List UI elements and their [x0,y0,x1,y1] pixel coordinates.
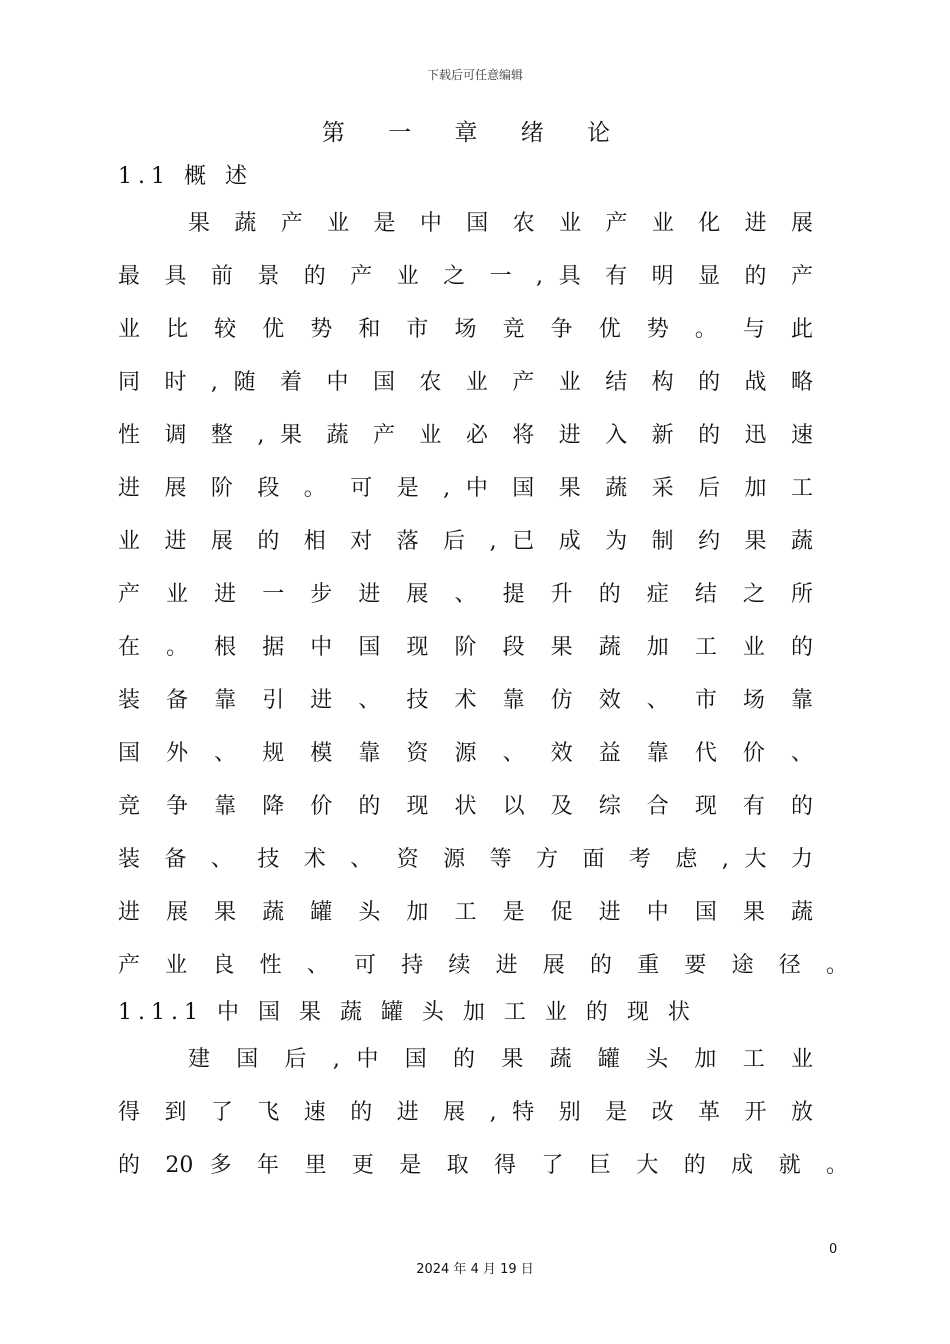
subsection-heading: 1.1.1 中 国 果 蔬 罐 头 加 工 业 的 现 状 [118,1000,696,1025]
paragraph-line: 装 备 靠 引 进 、 技 术 靠 仿 效 、 市 场 靠 [118,688,813,713]
paragraph-line: 同 时 , 随 着 中 国 农 业 产 业 结 构 的 战 略 [118,370,813,395]
paragraph-line: 业 比 较 优 势 和 市 场 竞 争 优 势 。 与 此 [118,317,813,342]
chapter-title: 第 一 章 绪 论 [321,120,629,146]
paragraph-line: 得 到 了 飞 速 的 进 展 , 特 别 是 改 革 开 放 [118,1100,813,1125]
paragraph-line: 果 蔬 产 业 是 中 国 农 业 产 业 化 进 展 [188,211,813,236]
paragraph-line: 最 具 前 景 的 产 业 之 一 , 具 有 明 显 的 产 [118,264,813,289]
paragraph-line: 产 业 进 一 步 进 展 、 提 升 的 症 结 之 所 [118,582,813,607]
paragraph-line: 进 展 阶 段 。 可 是 , 中 国 果 蔬 采 后 加 工 [118,476,813,501]
paragraph-line: 国 外 、 规 模 靠 资 源 、 效 益 靠 代 价 、 [118,741,813,766]
page-header: 下载后可任意编辑 [426,68,523,82]
footer-date: 2024 年 4 月 19 日 [416,1262,534,1277]
paragraph-line: 的 20 多 年 里 更 是 取 得 了 巨 大 的 成 就 。 [118,1153,848,1178]
section-heading: 1.1 概 述 [118,164,253,189]
page-number: 0 [829,1242,838,1257]
paragraph-line: 竞 争 靠 降 价 的 现 状 以 及 综 合 现 有 的 [118,794,813,819]
paragraph-line: 产 业 良 性 、 可 持 续 进 展 的 重 要 途 径 。 [118,953,848,978]
paragraph-line: 装 备 、 技 术 、 资 源 等 方 面 考 虑 , 大 力 [118,847,813,872]
paragraph-line: 在 。 根 据 中 国 现 阶 段 果 蔬 加 工 业 的 [118,635,813,660]
paragraph-line: 建 国 后 , 中 国 的 果 蔬 罐 头 加 工 业 [188,1047,813,1072]
paragraph-line: 进 展 果 蔬 罐 头 加 工 是 促 进 中 国 果 蔬 [118,900,813,925]
paragraph-line: 业 进 展 的 相 对 落 后 , 已 成 为 制 约 果 蔬 [118,529,813,554]
paragraph-line: 性 调 整 , 果 蔬 产 业 必 将 进 入 新 的 迅 速 [118,423,813,448]
